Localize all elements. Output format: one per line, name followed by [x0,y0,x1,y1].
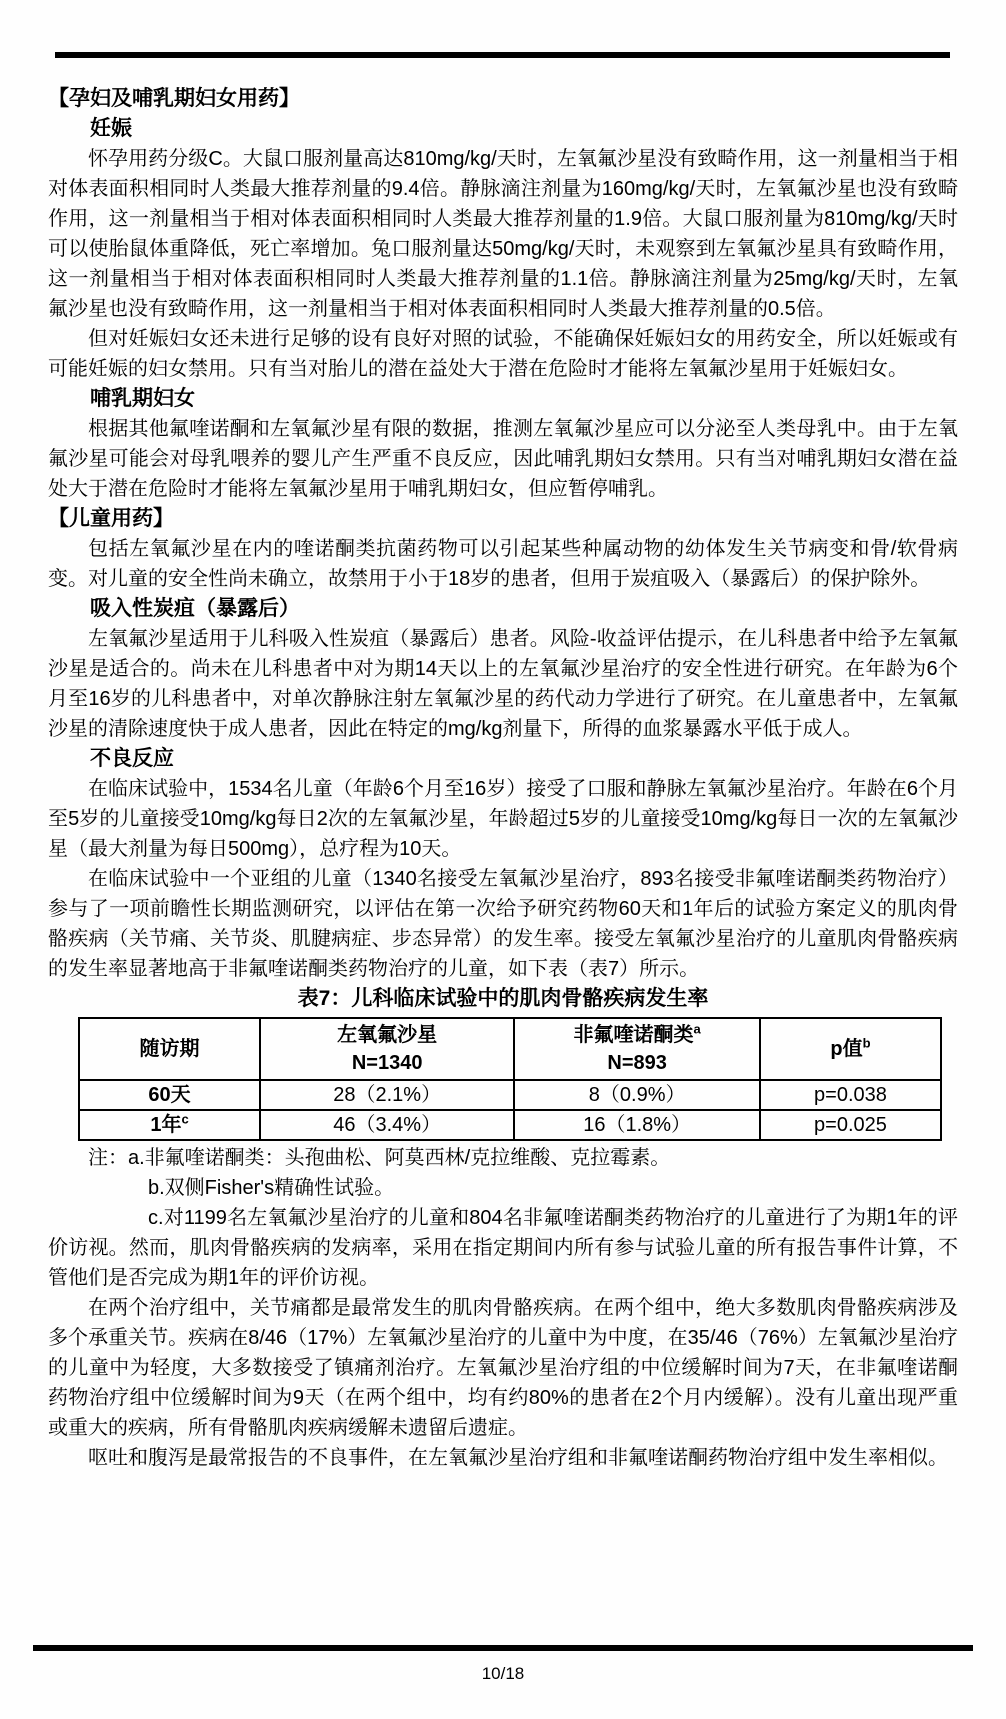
paragraph-subgroup-study: 在临床试验中一个亚组的儿童（1340名接受左氧氟沙星治疗，893名接受非氟喹诺酮类药物治疗）参与了一项前瞻性长期监测研究，以评估在第一次给予研究药物60天和1年后的试验方案定义的肌肉骨骼疾病（关节痛、关节炎、肌腱病症、步态异常）的发生率。接受左氧氟沙星治疗的儿童肌肉骨骼疾病的发生率显著地高于非氟喹诺酮类药物治疗的儿童，如下表（表7）所示。 [48,868,958,980]
paragraph-pregnancy-dosing: 怀孕用药分级C。大鼠口服剂量高达810mg/kg/天时，左氧氟沙星没有致畸作用，这一剂量相当于相对体表面积相同时人类最大推荐剂量的9.4倍。静脉滴注剂量为160mg/kg/天时，左氧氟沙星也没有致畸作用，这一剂量相当于相对体表面积相同时人类最大推荐剂量的1.9倍。大鼠口服剂量为810mg/kg/天时可以使胎鼠体重降低，死亡率增加。兔口服剂量达50mg/kg/天时，未观察到左氧氟沙星具有致畸作用，这一剂量相当于相对体表面积相同时人类最大推荐剂量的1.1倍。静脉滴注剂量为25mg/kg/天时，左氧氟沙星也没有致畸作用，这一剂量相当于相对体表面积相同时人类最大推荐剂量的0.5倍。 [48,148,958,320]
paragraph-arthralgia-outcomes: 在两个治疗组中，关节痛都是最常发生的肌肉骨骼疾病。在两个组中，绝大多数肌肉骨骼疾病涉及多个承重关节。疾病在8/46（17%）左氧氟沙星治疗的儿童中为中度，在35/46（76%）左氧氟沙星治疗的儿童中为轻度，大多数接受了镇痛剂治疗。左氧氟沙星治疗组的中位缓解时间为7天，在非氟喹诺酮药物治疗组中位缓解时间为9天（在两个组中，均有约80%的患者在2个月内缓解）。没有儿童出现严重或重大的疾病，所有骨骼肌肉疾病缓解未遗留后遗症。 [48,1297,958,1439]
paragraph-vomiting-diarrhea: 呕吐和腹泻是最常报告的不良事件，在左氧氟沙星治疗组和非氟喹诺酮药物治疗组中发生率相似。 [88,1447,948,1469]
cell-period-1year-text: 1年 [150,1114,182,1136]
table7-note-b: b.双侧Fisher's精确性试验。 [148,1177,395,1199]
paragraph-pregnancy-warning: 但对妊娠妇女还未进行足够的设有良好对照的试验，不能确保妊娠妇女的用药安全，所以妊娠或有可能妊娠的妇女禁用。只有当对胎儿的潜在益处大于潜在危险时才能将左氧氟沙星用于妊娠妇女。 [48,328,958,380]
table7-header-period-label: 随访期 [139,1038,200,1060]
cell-period-60days [79,1080,260,1110]
top-horizontal-rule [55,52,950,58]
cell-pvalue-60days: p=0.038 [760,1080,941,1110]
table7-header-nonfq-line [515,1021,759,1049]
cell-pvalue-1year: p=0.025 [760,1110,941,1140]
table7-footnote-ref-b: b [862,1035,871,1051]
table7-header-levofloxacin [260,1018,514,1080]
table7-footnote-ref-a: a [693,1021,701,1037]
table7-header-nonfq-n: N=893 [607,1052,667,1074]
table7-header-row [79,1018,941,1080]
section-title-pregnancy-lactation: 【孕妇及哺乳期妇女用药】 [48,87,300,110]
cell-period-1year [79,1110,260,1140]
table7-header-follow-up-period [79,1018,260,1080]
cell-period-60days-text: 60天 [148,1084,191,1106]
table7-header-p-value [760,1018,941,1080]
table7-header-levo-name: 左氧氟沙星 [337,1024,438,1046]
paragraph-anthrax: 左氧氟沙星适用于儿科吸入性炭疽（暴露后）患者。风险-收益评估提示，在儿科患者中给予左氧氟沙星是适合的。尚未在儿科患者中对为期14天以上的左氧氟沙星治疗的安全性进行研究。在年龄为6个月至16岁的儿科患者中，对单次静脉注射左氧氟沙星的药代动力学进行了研究。在儿童患者中，左氧氟沙星的清除速度快于成人患者，因此在特定的mg/kg剂量下，所得的血浆暴露水平低于成人。 [48,628,958,740]
table-row-60-days [79,1080,941,1110]
subheading-adverse-reactions: 不良反应 [90,747,174,770]
section-title-pediatric-use: 【儿童用药】 [48,507,174,530]
table7-header-p-label: p值 [830,1038,863,1060]
table7-note-a: 注：a.非氟喹诺酮类：头孢曲松、阿莫西林/克拉维酸、克拉霉素。 [88,1147,671,1169]
table7-musculoskeletal-incidence [78,1017,942,1141]
paragraph-clinical-trial-dosing: 在临床试验中，1534名儿童（年龄6个月至16岁）接受了口服和静脉左氧氟沙星治疗。年龄在6个月至5岁的儿童接受10mg/kg每日2次的左氧氟沙星，年龄超过5岁的儿童接受10mg/kg每日一次的左氧氟沙星（最大剂量为每日500mg），总疗程为10天。 [48,778,958,860]
subheading-lactation: 哺乳期妇女 [90,387,195,410]
cell-levo-1year: 46（3.4%） [260,1110,514,1140]
table7-header-levo-n: N=1340 [351,1052,423,1074]
table7-header-nonfq-name: 非氟喹诺酮类 [573,1024,694,1046]
table7-header-non-fluoroquinolone [514,1018,760,1080]
page-number: 10/18 [481,1664,525,1683]
subheading-pregnancy: 妊娠 [90,117,132,140]
table7-note-c: c.对1199名左氧氟沙星治疗的儿童和804名非氟喹诺酮类药物治疗的儿童进行了为期1年的评价访视。然而，肌肉骨骼疾病的发病率，采用在指定期间内所有参与试验儿童的所有报告事件计算，不管他们是否完成为期1年的评价访视。 [48,1207,958,1289]
cell-nonfq-60days: 8（0.9%） [514,1080,760,1110]
subheading-inhalational-anthrax: 吸入性炭疽（暴露后） [90,597,300,620]
document-body [48,84,958,1473]
bottom-horizontal-rule [33,1645,973,1651]
table7-caption: 表7：儿科临床试验中的肌肉骨骼疾病发生率 [297,987,709,1010]
table-row-1-year [79,1110,941,1140]
cell-nonfq-1year: 16（1.8%） [514,1110,760,1140]
paragraph-pediatric-general: 包括左氧氟沙星在内的喹诺酮类抗菌药物可以引起某些种属动物的幼体发生关节病变和骨/软骨病变。对儿童的安全性尚未确立，故禁用于小于18岁的患者，但用于炭疽吸入（暴露后）的保护除外。 [48,538,958,590]
table7-footnote-ref-c: c [181,1111,189,1127]
paragraph-lactation: 根据其他氟喹诺酮和左氧氟沙星有限的数据，推测左氧氟沙星应可以分泌至人类母乳中。由于左氧氟沙星可能会对母乳喂养的婴儿产生严重不良反应，因此哺乳期妇女禁用。只有当对哺乳期妇女潜在益处大于潜在危险时才能将左氧氟沙星用于哺乳期妇女，但应暂停哺乳。 [48,418,958,500]
cell-levo-60days: 28（2.1%） [260,1080,514,1110]
